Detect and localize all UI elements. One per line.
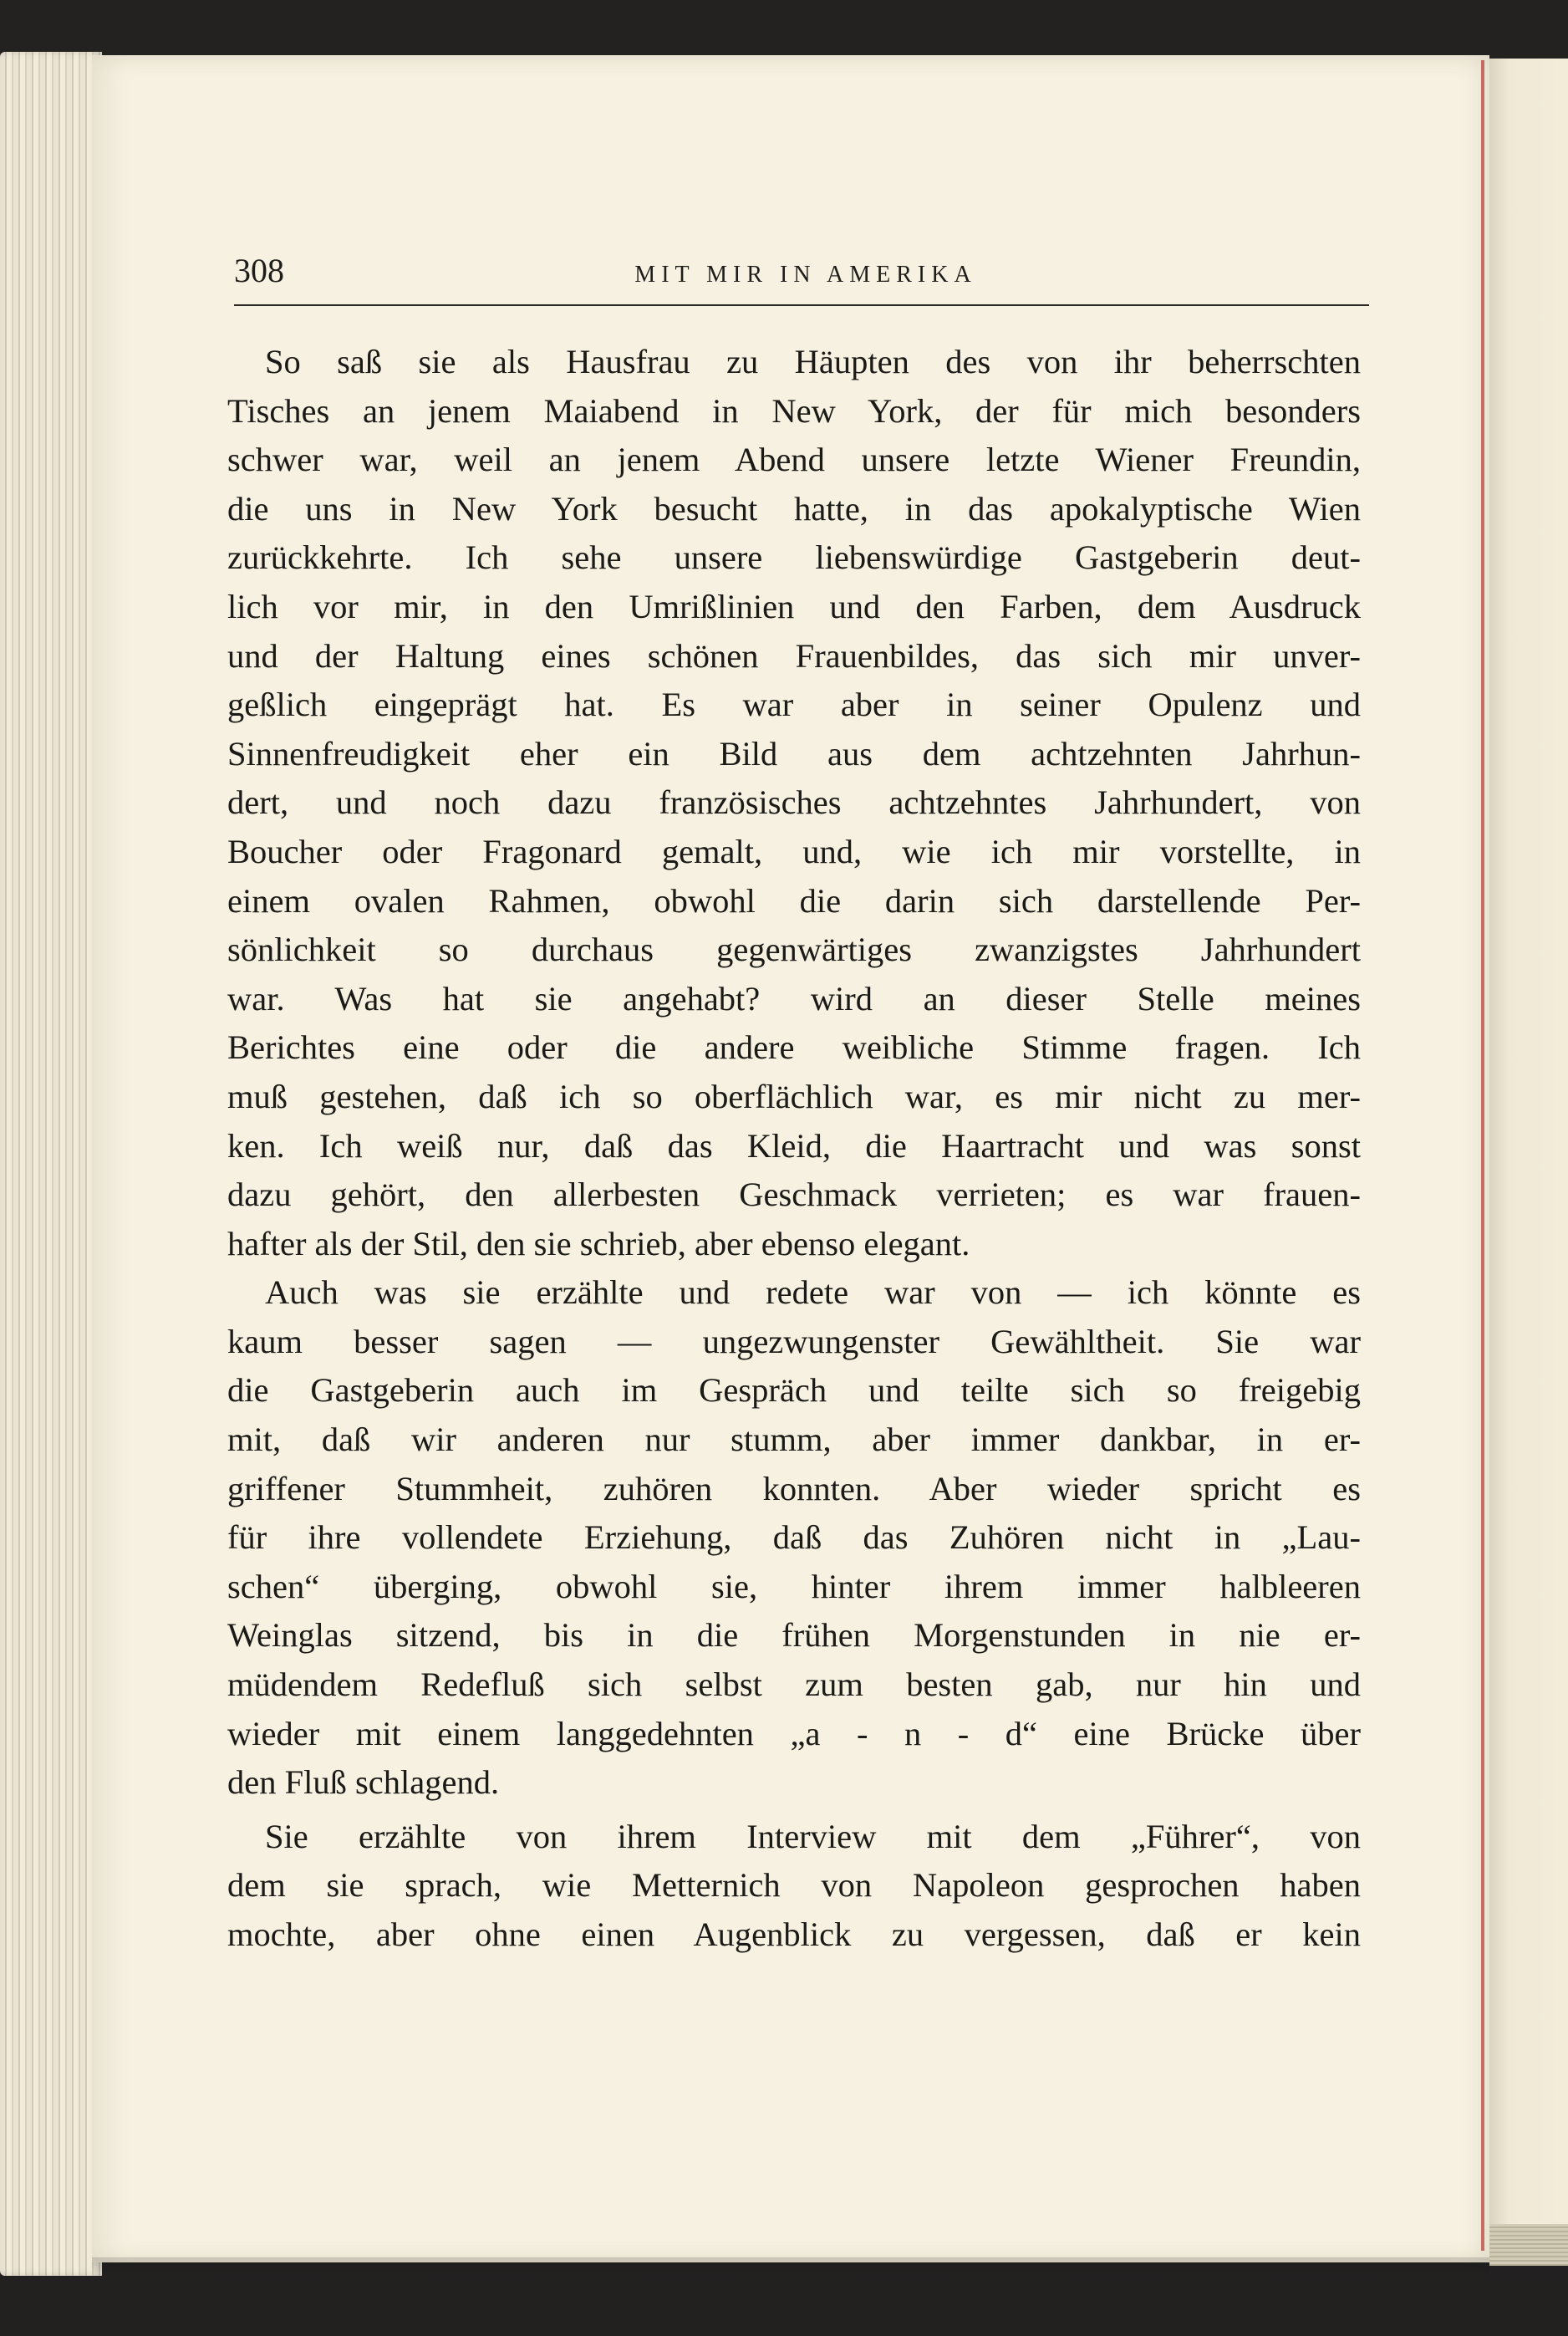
text-line: war. Was hat sie angehabt? wird an dieser Stelle meines: [227, 979, 1361, 1018]
text-line: Auch was sie erzählte und redete war von — ich könnte es: [265, 1273, 1361, 1312]
text-line: wieder mit einem langgedehnten „a - n - d“ eine Brücke über: [227, 1714, 1361, 1752]
text-line: mit, daß wir anderen nur stumm, aber immer dankbar, in er-: [227, 1420, 1361, 1459]
text-line: Weinglas sitzend, bis in die frühen Morgenstunden in nie er-: [227, 1616, 1361, 1655]
text-line: griffener Stummheit, zuhören konnten. Aber wieder spricht es: [227, 1469, 1361, 1507]
text-line: schwer war, weil an jenem Abend unsere letzte Wiener Freundin,: [227, 441, 1361, 479]
page-number: 308: [234, 252, 284, 289]
text-line: Sie erzählte von ihrem Interview mit dem „Führer“, von: [265, 1817, 1361, 1855]
text-line: Boucher oder Fragonard gemalt, und, wie ich mir vorstellte, in: [227, 832, 1361, 870]
text-line: So saß sie als Hausfrau zu Häupten des von ihr beherrschten: [265, 343, 1361, 380]
text-line: hafter als der Stil, den sie schrieb, aber ebenso elegant.: [227, 1224, 970, 1262]
running-head-title: MIT MIR IN AMERIKA: [634, 262, 977, 288]
text-line: und der Haltung eines schönen Frauenbildes, das sich mir unver-: [227, 636, 1361, 675]
text-line: mochte, aber ohne einen Augenblick zu vergessen, daß er kein: [227, 1915, 1361, 1953]
text-line: muß gestehen, daß ich so oberflächlich war, es mir nicht zu mer-: [227, 1077, 1361, 1115]
text-line: dazu gehört, den allerbesten Geschmack verrieten; es war frauen-: [227, 1176, 1361, 1214]
text-line: einem ovalen Rahmen, obwohl die darin sich darstellende Per-: [227, 881, 1361, 920]
paragraph-2: [227, 1268, 1361, 1808]
body-text: [227, 338, 1361, 1960]
text-line: Sinnenfreudigkeit eher ein Bild aus dem achtzehnten Jahrhun-: [227, 734, 1361, 773]
running-head: [234, 197, 1377, 289]
paragraph-1: [227, 338, 1361, 1268]
text-line: kaum besser sagen — ungezwungenster Gewähltheit. Sie war: [227, 1322, 1361, 1360]
page-gutter-red-edge: [1481, 60, 1484, 2251]
text-line: die Gastgeberin auch im Gespräch und teilte sich so freigebig: [227, 1371, 1361, 1410]
text-line: zurückkehrte. Ich sehe unsere liebenswürdige Gastgeberin deut-: [227, 538, 1361, 577]
page-bottom-shadow: [92, 2257, 1489, 2274]
text-line: geßlich eingeprägt hat. Es war aber in seiner Opulenz und: [227, 686, 1361, 724]
text-line: sönlichkeit so durchaus gegenwärtiges zwanzigstes Jahrhundert: [227, 931, 1361, 969]
text-line: Tisches an jenem Maiabend in New York, der für mich besonders: [227, 391, 1361, 430]
text-line: lich vor mir, in den Umrißlinien und den Farben, dem Ausdruck: [227, 587, 1361, 625]
facing-page-bottom-edge: [1489, 2224, 1568, 2266]
text-line: dem sie sprach, wie Metternich von Napoleon gesprochen haben: [227, 1866, 1361, 1905]
running-head-rule: [234, 304, 1369, 306]
text-line: für ihre vollendete Erziehung, daß das Zuhören nicht in „Lau-: [227, 1518, 1361, 1557]
left-page-stack-edges: [0, 52, 102, 2276]
facing-page-edge: [1489, 59, 1568, 2266]
text-line: den Fluß schlagend.: [227, 1763, 500, 1802]
text-line: schen“ überging, obwohl sie, hinter ihrem immer halbleeren: [227, 1567, 1361, 1605]
text-line: ken. Ich weiß nur, daß das Kleid, die Haartracht und was sonst: [227, 1126, 1361, 1165]
paragraph-3: [227, 1813, 1361, 1960]
text-line: Berichtes eine oder die andere weibliche Stimme fragen. Ich: [227, 1028, 1361, 1067]
text-line: dert, und noch dazu französisches achtzehntes Jahrhundert, von: [227, 783, 1361, 822]
text-line: müdendem Redefluß sich selbst zum besten gab, nur hin und: [227, 1665, 1361, 1704]
text-line: die uns in New York besucht hatte, in das apokalyptische Wien: [227, 489, 1361, 528]
